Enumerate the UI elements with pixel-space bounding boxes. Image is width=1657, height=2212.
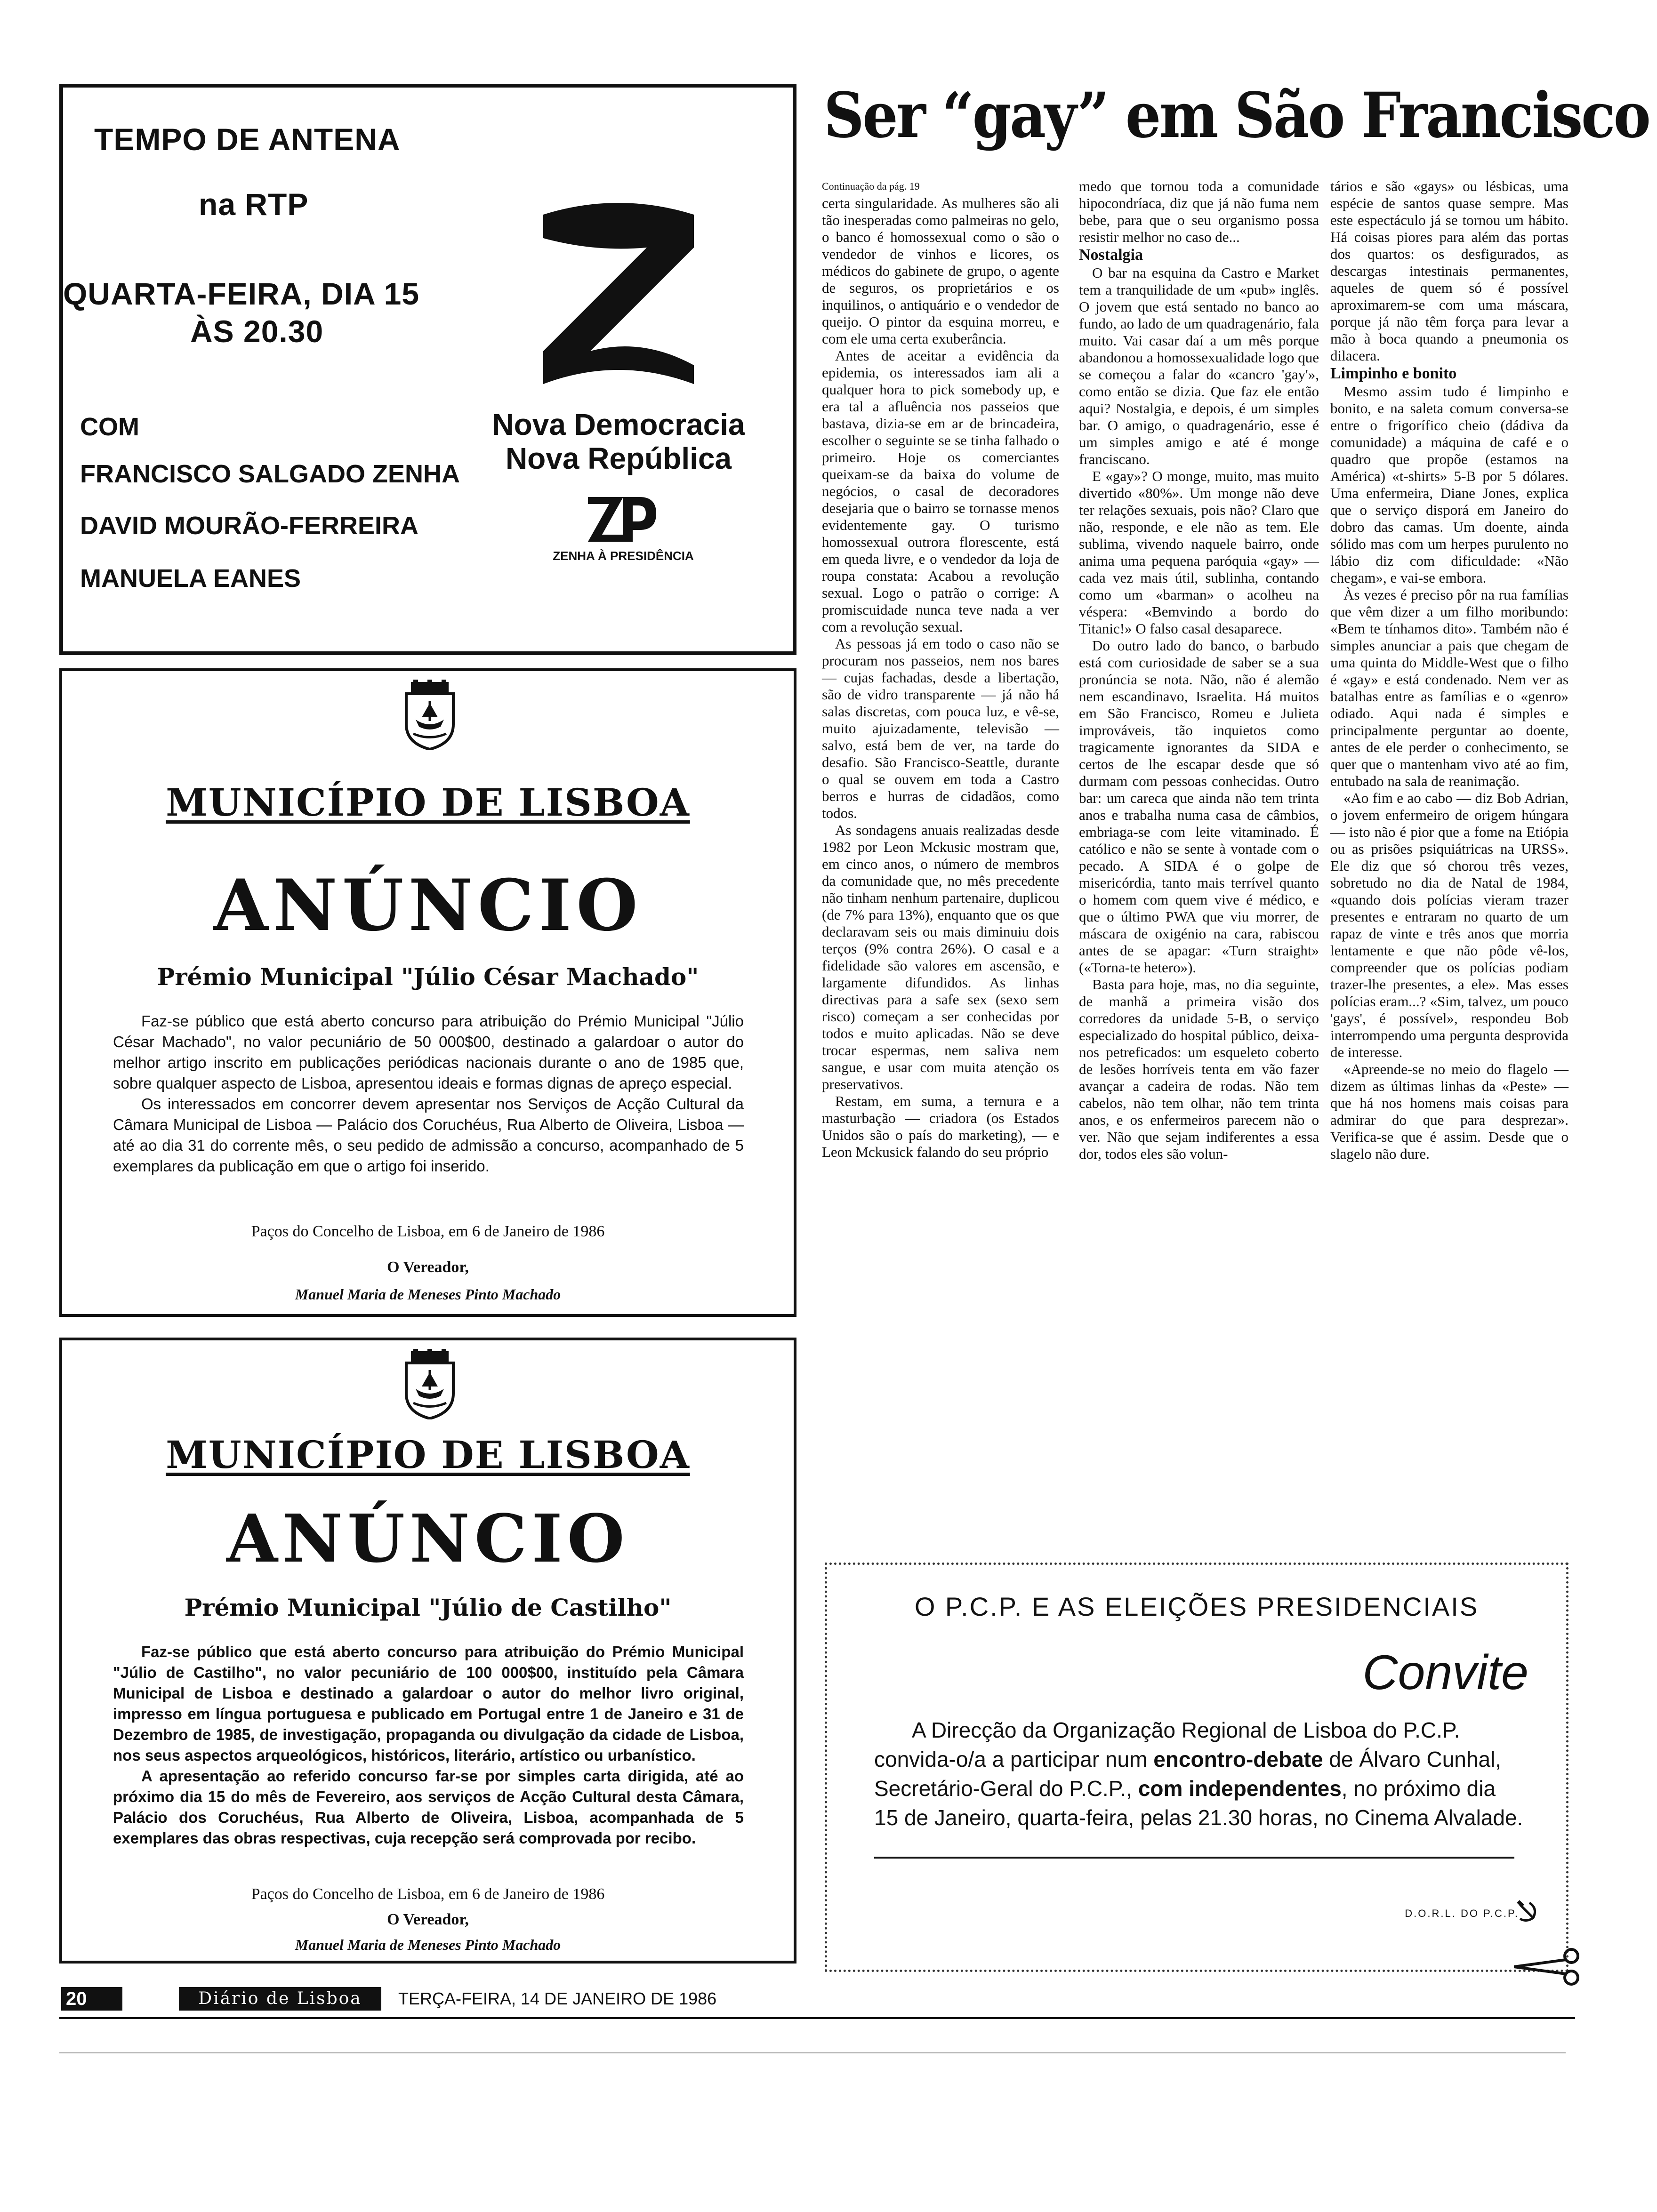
pcp-bold-event: encontro-debate <box>1153 1747 1323 1771</box>
article-column-3 <box>1330 178 1569 1162</box>
ad-title: TEMPO DE ANTENA <box>94 122 401 157</box>
ad-slogan-2: Nova República <box>505 441 732 475</box>
lisbon-crest-icon <box>399 1349 460 1419</box>
article-paragraph: tários e são «gays» ou lésbicas, uma espécie de santos quase sempre. Mas este espectáculo já se tornou um hábito. Há coisas piores para além das portas dos quartos: os desfigurados, as descargas intestinais permanentes, aqueles de quem só é possível aproximarem-se com uma máscara, porque já não têm força para levar a mão à boca quando a pneumonia os dilacera. <box>1330 178 1569 364</box>
muni-para-1: Faz-se público que está aberto concurso para atribuição do Prémio Municipal "Júlio César Machado", no valor pecuniário de 50 000$00, destinado a galardoar o autor do melhor artigo inscrito em publicações periódicas nacionais durante o ano de 1985 que, sobre qualquer aspecto de Lisboa, apresentou ideais e formas dignas de apreço especial. <box>113 1012 744 1092</box>
muni-para-2: Os interessados em concorrer devem apresentar nos Serviços de Acção Cultural da Câmara Municipal de Lisboa — Palácio dos Coruchéus, Rua Alberto de Oliveira, Lisboa — até ao dia 31 do corrente mês, o seu pedido de admissão a concurso, acompanhado de 5 exemplares da publicação em que o artigo foi inserido. <box>113 1095 744 1175</box>
article-paragraph: Do outro lado do banco, o barbudo está com curiosidade de saber se a sua pronúncia se nota. Não, não é alemão nem escandinavo, Israelita. Há muitos em São Francisco, Romeu e Julieta improváveis, tão inquietos como tragicamente ignorantes da SIDA e certos de lhe escapar desde que só durmam com pessoas conhecidas. Outro bar: um careca que ainda não tem trinta anos e trabalha numa casa de câmbios, embriaga-se com leite vitaminado. É católico e não se sente à vontade com o pecado. A SIDA é o golpe de misericórdia, tanto mais terrível quanto o homem com quem vive é médico, e que o último PWA que viu morrer, de máscara de oxigénio na cara, rabiscou antes de se apagar: «Turn straight» («Torna-te hetero»). <box>1079 637 1319 976</box>
pcp-text: A Direcção da Organização Regional de Lisboa do P.C.P. convida-o/a a participar num encontro-debate de Álvaro Cunhal, Secretário-Geral do P.C.P., com independentes, no próximo dia 15 de Janeiro, quarta-feira, pelas 21.30 horas, no Cinema Alvalade. <box>874 1718 1523 1830</box>
article-paragraph: Antes de aceitar a evidência da epidemia, os interessados iam ali a qualquer hora to pick somebody up, e era tal a afluência nos passeios que bastava, dizia-se em ar de brincadeira, escolher o seguinte se se tinha falhado o primeiro. Hoje os comerciantes queixam-se da baixa do volume de negócios, o casal de decoradores desejaria que o bairro se tornasse menos evidentemente gay. O turismo homossexual outrora florescente, está em queda livre, e o vendedor da loja de roupa constata: Acabou a revolução sexual. Logo o patrão o corrige: A promiscuidade nunca teve nada a ver com a revolução sexual. <box>822 347 1059 635</box>
section-heading: Nostalgia <box>1079 246 1143 264</box>
muni-signer-title: O Vereador, <box>387 1911 469 1928</box>
masthead-logo: Diário de Lisboa <box>179 1987 381 2011</box>
muni-premio: Prémio Municipal "Júlio de Castilho" <box>184 1594 672 1621</box>
muni-signer-name: Manuel Maria de Meneses Pinto Machado <box>295 1286 561 1303</box>
hammer-sickle-icon <box>1515 1899 1539 1923</box>
footer-rule <box>59 2017 1575 2019</box>
pcp-bold-independentes: com independentes <box>1138 1776 1342 1801</box>
page-number: 20 <box>61 1987 122 2011</box>
divider <box>874 1857 1514 1859</box>
article-column-2 <box>1079 178 1319 1162</box>
ad-subtitle: na RTP <box>199 187 309 222</box>
pcp-convite: Convite <box>1362 1645 1528 1700</box>
muni-body <box>113 1642 744 1849</box>
ad-logo-text: ZENHA À PRESIDÊNCIA <box>553 549 694 563</box>
continuation-note: Continuação da pág. 19 <box>822 180 920 192</box>
ad-com: COM <box>80 413 139 441</box>
municipio-notice-2 <box>59 1338 796 1964</box>
lisbon-crest-icon <box>399 680 460 750</box>
ad-name-1: FRANCISCO SALGADO ZENHA <box>80 460 460 488</box>
ad-slogan-1: Nova Democracia <box>492 408 745 441</box>
scissors-icon <box>1514 1946 1585 1988</box>
muni-premio: Prémio Municipal "Júlio César Machado" <box>157 963 699 991</box>
ad-day: QUARTA-FEIRA, DIA 15 <box>63 276 420 311</box>
muni-date: Paços do Concelho de Lisboa, em 6 de Janeiro de 1986 <box>251 1223 605 1240</box>
article-paragraph: Restam, em suma, a ternura e a masturbação — criadora (os Estados Unidos são o país do marketing), — e Leon Mckusick falando do seu próprio <box>822 1093 1059 1160</box>
muni-heading: MUNICÍPIO DE LISBOA <box>166 780 690 825</box>
section-heading: Limpinho e bonito <box>1330 365 1457 382</box>
muni-anuncio: ANÚNCIO <box>213 864 643 947</box>
muni-signer-title: O Vereador, <box>387 1258 469 1276</box>
footer-date: TERÇA-FEIRA, 14 DE JANEIRO DE 1986 <box>398 1989 717 2008</box>
article-paragraph: As pessoas já em todo o caso não se procuram nos passeios, nem nos bares — cujas fachadas, desde a libertação, são de vidro transparente — já não há salas discretas, com pouca luz, e vê-se, muito ajuizadamente, televisão — salvo, está bem de ver, na tarde do desafio. São Francisco-Seattle, durante o qual se ouvem em toda a Castro berros e hurras de cidadãos, como todos. <box>822 635 1059 821</box>
article-paragraph: certa singularidade. As mulheres são ali tão inesperadas como palmeiras no gelo, o banco é homossexual como o são o vendedor de vinhos e licores, os médicos do gabinete de grupo, o agente de seguros, os proprietários e os inquilinos, o antiquário e o vendedor de queijo. O pintor da esquina morreu, e com ele uma certa exuberância. <box>822 195 1059 347</box>
article-paragraph: medo que tornou toda a comunidade hipocondríaca, diz que já não fuma nem bebe, para que o seu organismo possa resistir melhor no caso de... <box>1079 178 1319 245</box>
article-column-1 <box>822 178 1059 1161</box>
muni-date: Paços do Concelho de Lisboa, em 6 de Janeiro de 1986 <box>251 1885 605 1903</box>
article-title: Ser “gay” em São Francisco <box>824 79 1649 152</box>
tempo-antena-ad <box>59 84 796 655</box>
pcp-heading: O P.C.P. E AS ELEIÇÕES PRESIDENCIAIS <box>914 1592 1479 1621</box>
article-paragraph: Mesmo assim tudo é limpinho e bonito, e na saleta comum conversa-se entre o frigorífico cheio (dádiva da comunidade) a máquina de café e o quadro que propõe (estamos na América) «t-shirts» 5-B por 5 dólares. Uma enfermeira, Diane Jones, explica que o serviço disporá em Janeiro do dobro das camas. Um doente, ainda sólido mas com um herpes purulento no lábio diz com dificuldade: «Não chegam», e vai-se embora. <box>1330 383 1569 586</box>
pcp-sign: D.O.R.L. DO P.C.P. <box>1405 1907 1519 1919</box>
article-paragraph: Basta para hoje, mas, no dia seguinte, de manhã a primeira visão dos corredores da unidade 5-B, o serviço especializado do hospital público, deixa-nos petreficados: um esqueleto coberto de lesões horríveis tenta em vão fazer avançar a cadeira de rodas. Não tem cabelos, não tem olhar, não tem trinta anos, e os enfermeiros parecem não o ver. Não que sejam indiferentes a essa dor, todos eles são volun- <box>1079 976 1319 1162</box>
ad-time: ÀS 20.30 <box>190 314 324 349</box>
muni-heading: MUNICÍPIO DE LISBOA <box>166 1433 690 1477</box>
article-paragraph: O bar na esquina da Castro e Market tem a tranquilidade de um «pub» inglês. O jovem que está sentado no banco ao fundo, ao lado de um quadragenário, fala muito. Vai casar daí a um mês porque abandonou a homossexualidade logo que se começou a falar do «cancro 'gay'», como então se dizia. Que faz ele então aqui? Nostalgia, e depois, é um simples bar. O amigo, o quadragenário, esse é um simples amigo e até é monge franciscano. <box>1079 264 1319 467</box>
municipio-notice-1 <box>59 668 796 1317</box>
article-paragraph: E «gay»? O monge, muito, mas muito divertido «80%». Um monge não deve ter relações sexuais, pois não? Claro que não, responde, e ele não as tem. Ele sublima, vivendo naquele bairro, onde anima uma pequena paróquia «gay» — cada vez mais útil, sublinha, contando como um «barman» o acolheu na véspera: «Bemvindo a bordo do Titanic!» O falso casal desaparece. <box>1079 468 1319 637</box>
bottom-rule <box>59 2052 1566 2053</box>
article-paragraph: «Ao fim e ao cabo — diz Bob Adrian, o jovem enfermeiro de origem húngara — isto não é pior que a fome na Etiópia ou as prisões psiquiátricas na URSS». Ele diz que só chorou três vezes, sobretudo no dia de Natal de 1984, «quando dois polícias vieram trazer presentes e entraram no quarto de um rapaz de vinte e três anos que morria lentamente e que não pôde vê-los, compreender que os polícias podiam trazer-lhe presentes, a ele». Mas esses polícias eram...? «Sim, talvez, um pouco 'gays', é possível», respondeu Bob interrompendo uma pergunta desprovida de interesse. <box>1330 790 1569 1060</box>
z-logo-icon <box>534 196 703 393</box>
ad-name-3: MANUELA EANES <box>80 564 301 593</box>
pcp-invitation <box>825 1563 1569 1972</box>
article-paragraph: Às vezes é preciso pôr na rua famílias que vêm dizer a um filho moribundo: «Bem te tínhamos dito». Também não é simples anunciar a pais que chegam de uma quinta do Middle-West que o filho é «gay» e está condenado. Nem ver as batalhas entre as famílias e o «genro» odiado. Aqui nada é simples e principalmente perguntar ao doente, antes de ele perder o conhecimento, se quer que o mantenham vivo até ao fim, entubado na sala de reanimação. <box>1330 586 1569 789</box>
muni-body <box>113 1011 744 1177</box>
article-paragraph: «Apreende-se no meio do flagelo — dizem as últimas linhas da «Peste» — que há nos homens mais coisas para admirar do que para desprezar». Verifica-se que é assim. Desde que o slagelo não dure. <box>1330 1061 1569 1162</box>
ad-name-2: DAVID MOURÃO-FERREIRA <box>80 512 418 540</box>
zp-logo-icon <box>586 492 656 544</box>
muni-para-2: A apresentação ao referido concurso far-se por simples carta dirigida, até ao próximo dia 15 do mês de Fevereiro, aos serviços de Acção Cultural desta Câmara, Palácio dos Coruchéus, Rua Alberto de Oliveira, Lisboa, acompanhada de 5 exemplares das obras respectivas, cuja recepção será comprovada por recibo. <box>113 1767 744 1847</box>
muni-para-1: Faz-se público que está aberto concurso para atribuição do Prémio Municipal "Júlio de Castilho", no valor pecuniário de 100 000$00, instituído pela Câmara Municipal de Lisboa e destinado a galardoar o autor do melhor livro original, impresso em língua portuguesa e publicado em Portugal entre 1 de Janeiro e 31 de Dezembro de 1985, de investigação, propaganda ou divulgação da cidade de Lisboa, nos seus aspectos arqueológicos, históricos, literário, artístico ou urbanístico. <box>113 1643 744 1764</box>
article-paragraph: As sondagens anuais realizadas desde 1982 por Leon Mckusic mostram que, em cinco anos, o número de membros da comunidade que, no mês precedente não tinham nenhum partenaire, duplicou (de 7% para 13%), enquanto que os que declaravam seis ou mais diminuiu dois terços (9% contra 26%). O casal e a fidelidade são valores em ascensão, e largamente difundidos. As linhas directivas para a safe sex (sexo sem risco) começam a ser conhecidas por todos e muito aplicadas. Não se deve trocar espermas, nem saliva nem sangue, e usar com muita atenção os preservativos. <box>822 822 1059 1092</box>
muni-anuncio: ANÚNCIO <box>226 1500 629 1578</box>
muni-signer-name: Manuel Maria de Meneses Pinto Machado <box>295 1936 561 1953</box>
